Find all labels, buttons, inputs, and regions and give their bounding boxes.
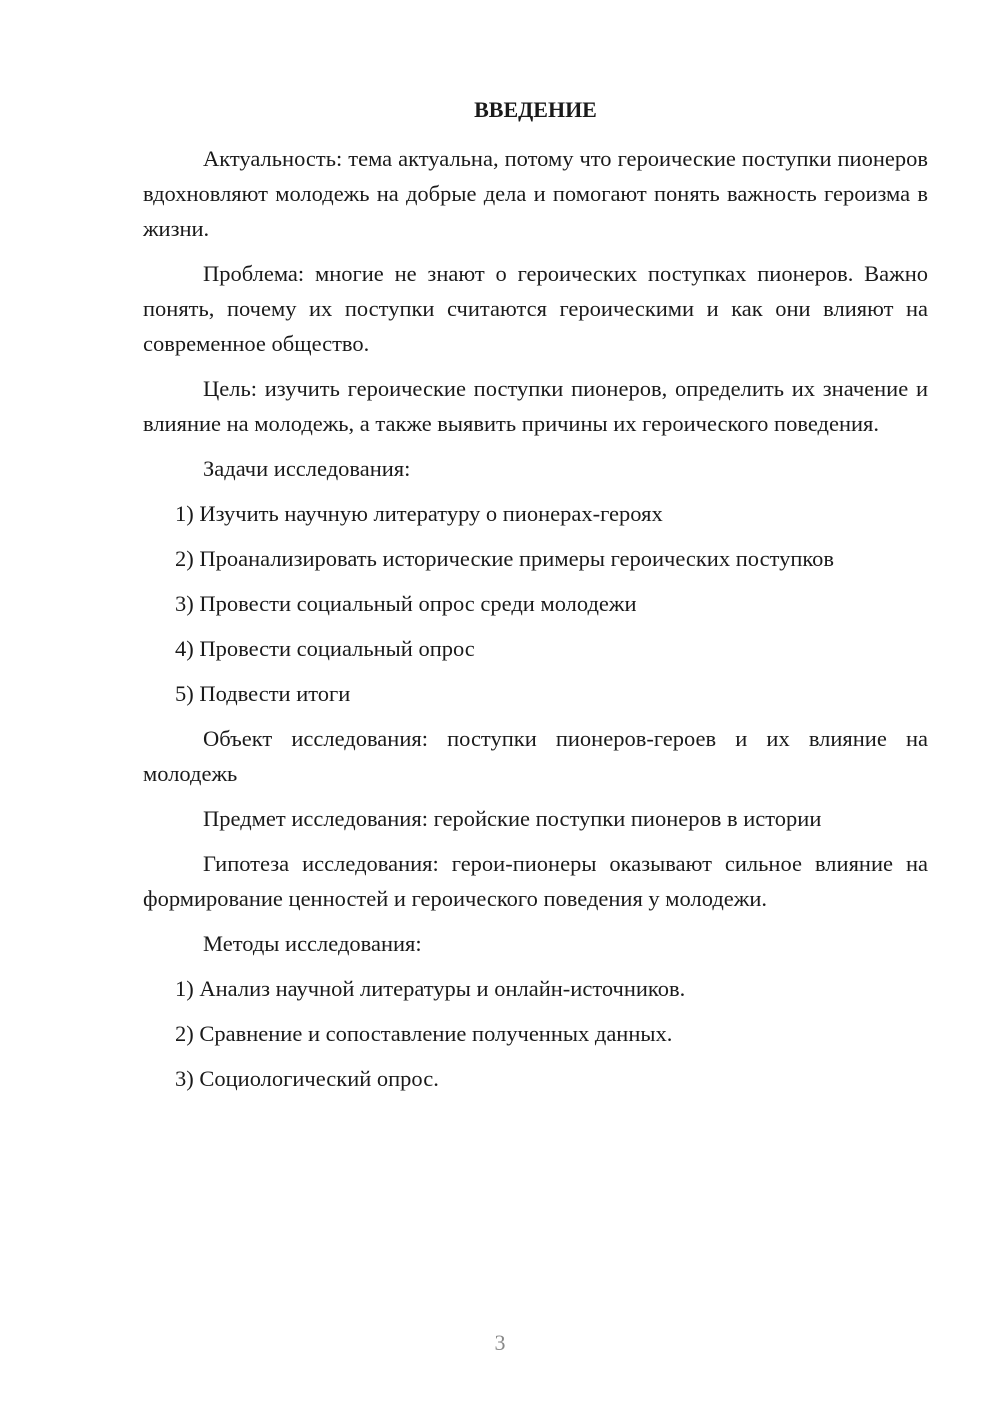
task-item: 2) Проанализировать исторические примеры героических поступков: [175, 546, 835, 571]
object-paragraph: Объект исследования: поступки пионеров-героев и их влияние на молодежь: [143, 726, 928, 786]
problem-paragraph: Проблема: многие не знают о героических поступках пионеров. Важно понять, почему их поступки считаются героическими и как они влияют на современное общество.: [143, 261, 928, 356]
page-number: 3: [494, 1330, 506, 1355]
section-heading: ВВЕДЕНИЕ: [474, 97, 597, 122]
task-item: 3) Провести социальный опрос среди молодежи: [175, 591, 637, 616]
method-item: 3) Социологический опрос.: [175, 1066, 439, 1091]
method-item: 1) Анализ научной литературы и онлайн-источников.: [175, 976, 686, 1001]
tasks-list: [143, 496, 928, 711]
subject-paragraph: Предмет исследования: геройские поступки пионеров в истории: [203, 806, 822, 831]
method-item: 2) Сравнение и сопоставление полученных данных.: [175, 1021, 673, 1046]
relevance-paragraph: Актуальность: тема актуальна, потому что героические поступки пионеров вдохновляют молодежь на добрые дела и помогают понять важность героизма в жизни.: [143, 146, 928, 241]
document-body: [143, 92, 928, 1106]
task-item: 4) Провести социальный опрос: [175, 636, 475, 661]
task-item: 1) Изучить научную литературу о пионерах-героях: [175, 501, 663, 526]
tasks-label: Задачи исследования:: [203, 456, 411, 481]
task-item: 5) Подвести итоги: [175, 681, 351, 706]
methods-label: Методы исследования:: [203, 931, 422, 956]
hypothesis-paragraph: Гипотеза исследования: герои-пионеры оказывают сильное влияние на формирование ценностей и героического поведения у молодежи.: [143, 851, 928, 911]
goal-paragraph: Цель: изучить героические поступки пионеров, определить их значение и влияние на молодежь, а также выявить причины их героического поведения.: [143, 376, 928, 436]
methods-list: [143, 971, 928, 1096]
